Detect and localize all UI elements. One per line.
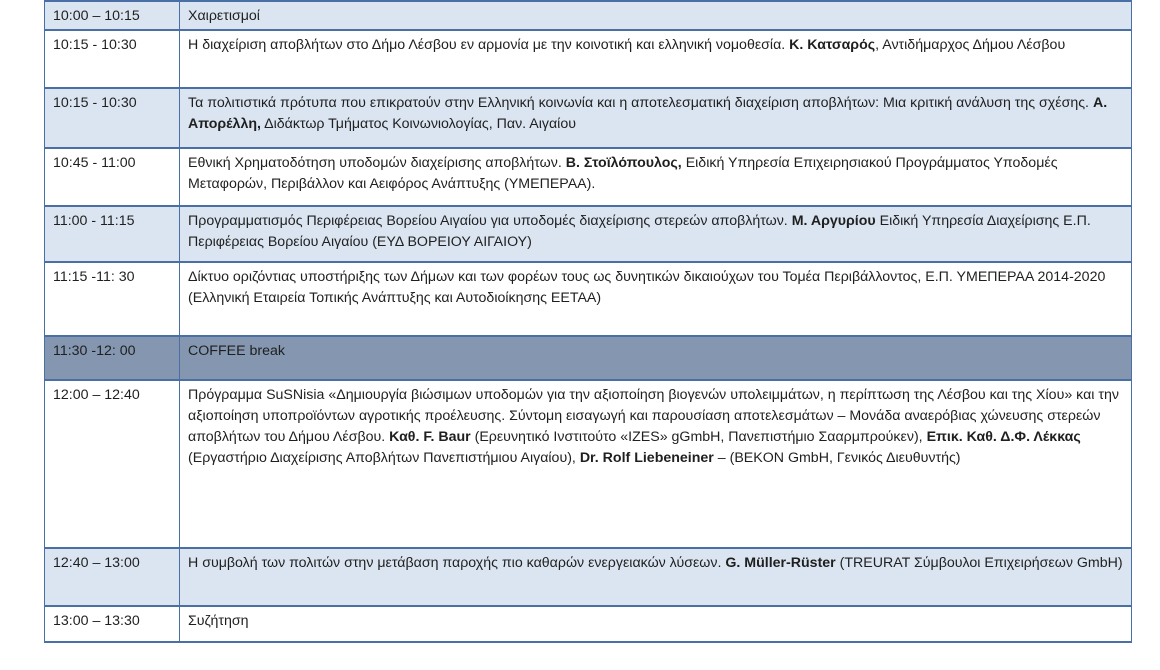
time-slot: 11:00 - 11:15 [45, 206, 180, 262]
speaker-name: Καθ. F. Baur [389, 429, 471, 445]
session-description [180, 606, 1132, 642]
agenda-row [45, 1, 1132, 30]
speaker-name: Dr. Rolf Liebeneiner [579, 450, 714, 466]
description-text: Εθνική Χρηματοδότηση υποδομών διαχείρισης αποβλήτων. [188, 155, 566, 171]
description-text: Προγραμματισμός Περιφέρειας Βορείου Αιγαίου για υποδομές διαχείρισης στερεών αποβλήτων. [188, 213, 792, 229]
description-text: (TREURAT Σύμβουλοι Επιχειρήσεων GmbH) [835, 555, 1123, 571]
description-text: Διδάκτωρ Τμήματος Κοινωνιολογίας, Παν. Αιγαίου [260, 116, 576, 132]
agenda-row [45, 380, 1132, 548]
agenda-row [45, 148, 1132, 206]
session-description [180, 88, 1132, 148]
description-text: Ειδική Υπηρεσία Διαχείρισης Ε.Π. Περιφέρειας Βορείου Αιγαίου (ΕΥΔ ΒΟΡΕΙΟΥ ΑΙΓΑΙΟΥ) [188, 213, 1091, 250]
session-description [180, 336, 1132, 380]
agenda-row [45, 206, 1132, 262]
description-text: Χαιρετισμοί [188, 8, 260, 24]
description-text: Πρόγραμμα SuSNisia «Δημιουργία βιώσιμων υποδομών για την αξιοποίηση βιογενών υπολειμμάτων, η περίπτωση της Λέσβου και της Χίου» και την αξιοποίηση υποπροϊόντων αγροτικής προέλευσης. Σύντομη εισαγωγή και παρουσίαση αποτελεσμάτων – Μονάδα αναερόβιας χώνευσης στερεών αποβλήτων του Δήμου Λέσβου. [188, 387, 1119, 445]
speaker-name: Μ. Αργυρίου [791, 213, 876, 229]
agenda-row [45, 548, 1132, 606]
description-text: Τα πολιτιστικά πρότυπα που επικρατούν στην Ελληνική κοινωνία και η αποτελεσματική διαχείριση αποβλήτων: Μια κριτική ανάλυση της σχέσης. [188, 95, 1093, 111]
session-description [180, 206, 1132, 262]
description-text: Η συμβολή των πολιτών στην μετάβαση παροχής πιο καθαρών ενεργειακών λύσεων. [188, 555, 726, 571]
time-slot: 10:15 - 10:30 [45, 30, 180, 88]
time-slot: 12:40 – 13:00 [45, 548, 180, 606]
time-slot: 11:30 -12: 00 [45, 336, 180, 380]
description-text: Δίκτυο οριζόντιας υποστήριξης των Δήμων και των φορέων τους ως δυνητικών δικαιούχων του Τομέα Περιβάλλοντος, Ε.Π. ΥΜΕΠΕΡΑΑ 2014-2020 (Ελληνική Εταιρεία Τοπικής Ανάπτυξης και Αυτοδιοίκησης ΕΕΤΑΑ) [188, 269, 1106, 306]
agenda-body [45, 1, 1132, 642]
coffee-break-row [45, 336, 1132, 380]
session-description [180, 148, 1132, 206]
description-text: , Αντιδήμαρχος Δήμου Λέσβου [875, 37, 1066, 53]
speaker-name: G. Müller-Rüster [725, 555, 836, 571]
time-slot: 12:00 – 12:40 [45, 380, 180, 548]
speaker-name: Επικ. Καθ. Δ.Φ. Λέκκας [926, 429, 1081, 445]
agenda-row [45, 30, 1132, 88]
time-slot: 10:45 - 11:00 [45, 148, 180, 206]
session-description [180, 30, 1132, 88]
time-slot: 11:15 -11: 30 [45, 262, 180, 336]
session-description [180, 1, 1132, 30]
speaker-name: Κ. Κατσαρός [789, 37, 876, 53]
speaker-name: Β. Στοϊλόπουλος, [565, 155, 682, 171]
description-text: Ειδική Υπηρεσία Επιχειρησιακού Προγράμματος Υποδομές Μεταφορών, Περιβάλλον και Αειφόρος Ανάπτυξης (ΥΜΕΠΕΡΑΑ). [188, 155, 1058, 192]
agenda-table [44, 0, 1132, 643]
description-text: COFFEE break [188, 343, 285, 359]
time-slot: 10:00 – 10:15 [45, 1, 180, 30]
session-description [180, 548, 1132, 606]
description-text: (Ερευνητικό Ινστιτούτο «IZES» gGmbH, Πανεπιστήμιο Σααρμπρούκεν), [470, 429, 927, 445]
agenda-row [45, 262, 1132, 336]
time-slot: 13:00 – 13:30 [45, 606, 180, 642]
session-description [180, 380, 1132, 548]
session-description [180, 262, 1132, 336]
description-text: Η διαχείριση αποβλήτων στο Δήμο Λέσβου εν αρμονία με την κοινοτική και ελληνική νομοθεσία. [188, 37, 790, 53]
speaker-name: Α. Απορέλλη, [188, 95, 1108, 132]
description-text: Συζήτηση [188, 613, 249, 629]
description-text: (Εργαστήριο Διαχείρισης Αποβλήτων Πανεπιστήμιου Αιγαίου), [188, 450, 580, 466]
description-text: – (BEKON GmbH, Γενικός Διευθυντής) [713, 450, 961, 466]
time-slot: 10:15 - 10:30 [45, 88, 180, 148]
agenda-row [45, 606, 1132, 642]
agenda-row [45, 88, 1132, 148]
